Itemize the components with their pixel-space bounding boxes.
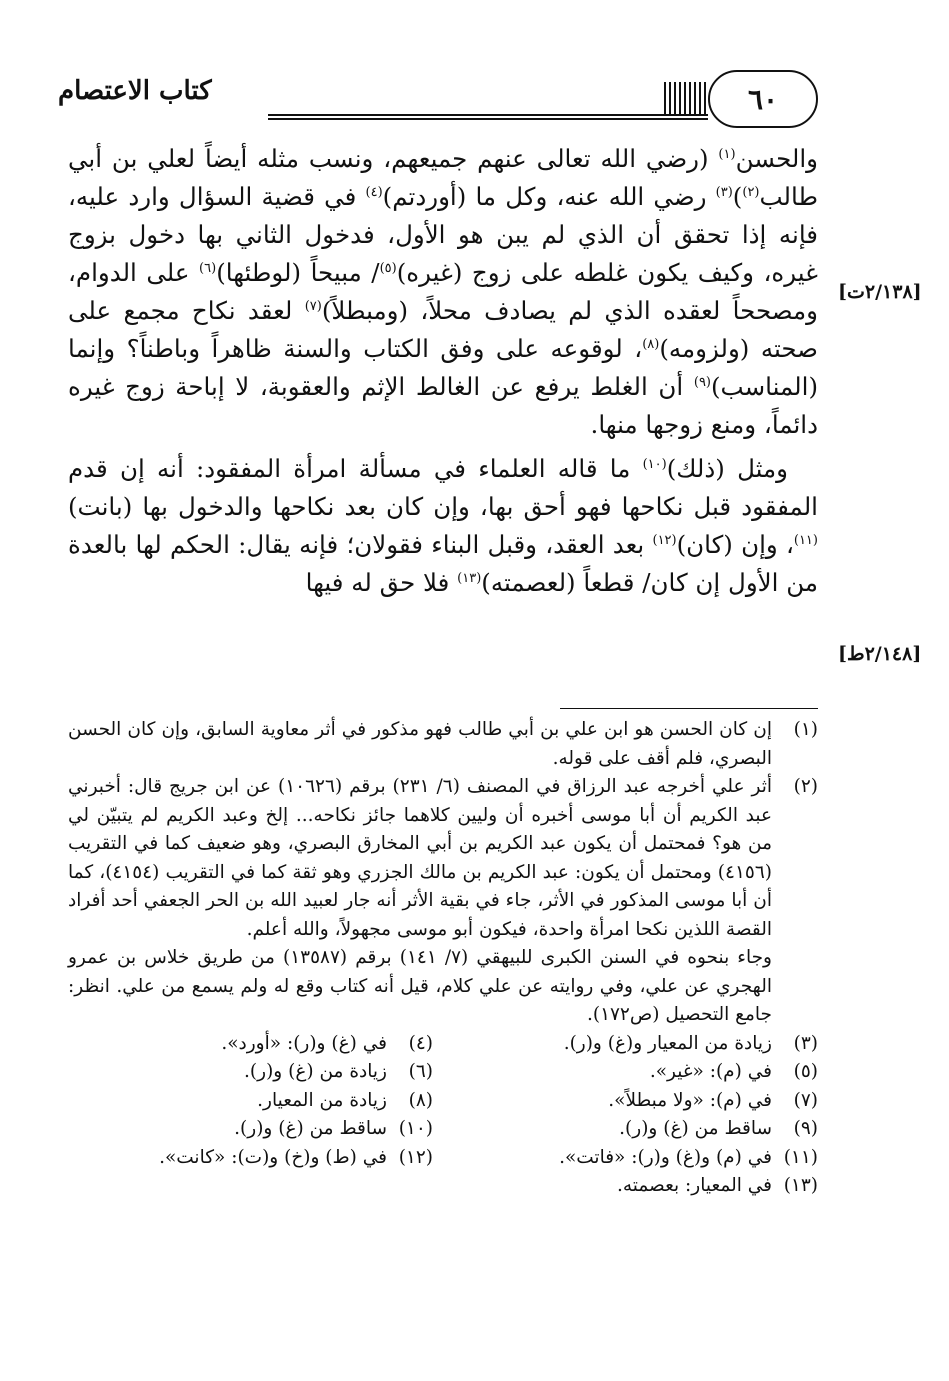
book-title: كتاب الاعتصام [58, 76, 212, 106]
footnote-13 [68, 1172, 818, 1201]
margin-note-2: [٢/١٤٨ط] [838, 643, 922, 665]
footnote-4: (٤) في (غ) و(ر): «أورد». [221, 1032, 433, 1054]
footnote-7: (٧) في (م): «ولا مبطلاً». [608, 1089, 818, 1111]
footnote-ref: (٥) [379, 260, 397, 276]
footnote-3: (٣) زيادة من المعيار و(غ) و(ر). [563, 1032, 818, 1054]
footnote-11: (١١) في (م) و(غ) و(ر): «فاتت». [559, 1146, 818, 1168]
footnote-text: إن كان الحسن هو ابن علي بن أبي طالب فهو مذكور في أثر معاوية السابق، وإن كان الحسن البصري، فلم أقف على قوله. [68, 719, 772, 769]
footnote-ref: (٧) [304, 298, 322, 314]
footnote-2 [68, 773, 818, 944]
footnote-1 [68, 716, 818, 773]
footnote-ref: (١) [718, 146, 736, 162]
margin-note-1: [٢/١٣٨ت] [838, 281, 922, 303]
footnote-ref: (١٣) [457, 570, 482, 586]
footnote-5: (٥) في (م): «غير». [649, 1061, 818, 1082]
footnote-ref: (١١) [793, 532, 818, 548]
footnote-separator [560, 708, 818, 709]
footnote-12: (١٢) في (ط) و(خ) و(ت): «كانت». [159, 1146, 433, 1168]
header-ornament [664, 82, 706, 114]
short-footnotes [68, 1030, 818, 1173]
paragraph-1: والحسن$^{(١)}$ (رضي الله تعالى عنهم جميعهم، ونسب مثله أيضاً لعلي بن أبي طالب$^{(٢)}$)$^{(٣)}$ رضي الله عنه، وكل ما (أوردتم)$^{(٤)}$ في قضية السؤال وارد عليه، فإنه إذا تحقق أن الذي لم يبن هو الأول، فدخول الثاني بها دخول بزوج غيره، وكيف يكون غلطه على زوج (غيره)$^{(٥)}$/ مبيحاً (لوطئها)$^{(٦)}$ على الدوام، ومصححاً لعقده الذي لم يصادف محلاً، (ومبطلاً)$^{(٧)}$ لعقد نكاح مجمع على صحته (ولزومه)$^{(٨)}$، لوقوعه على وفق الكتاب والسنة ظاهراً وباطناً؟ وإنما (المناسب)$^{(٩)}$ أن الغلط يرفع عن الغالط الإثم والعقوبة، لا إباحة زوج غيره دائماً، ومنع زوجها منها. [68, 144, 818, 439]
footnote-9: (٩) ساقط من (غ) و(ر). [619, 1118, 818, 1139]
footnote-10: (١٠) ساقط من (غ) و(ر). [234, 1118, 433, 1139]
footnote-2-continuation: وجاء بنحوه في السنن الكبرى للبيهقي (٧/ ١٤١) برقم (١٣٥٨٧) من طريق خلاس بن عمرو الهجري عن علي، وفي روايته عن علي كلام، قيل أنه كتاب وقع له ولم يسمع من علي. انظر: جامع التحصيل (ص١٧٢). [68, 947, 772, 1025]
footnote-ref: (٩) [693, 374, 711, 390]
footnote-ref: (٣) [715, 184, 733, 200]
footnote-text: في المعيار: بعصمته. [616, 1175, 772, 1196]
footnote-ref: (٨) [642, 336, 660, 352]
footnote-ref: (٦) [199, 260, 217, 276]
footnote-ref: (٤) [365, 184, 383, 200]
footnote-ref: (٢) [742, 184, 760, 200]
page-number: ٦٠ [708, 70, 818, 128]
footnote-8: (٨) زيادة من المعيار. [257, 1089, 433, 1111]
footnote-text: أثر علي أخرجه عبد الرزاق في المصنف (٦/ ٢٣١) برقم (١٠٦٢٦) عن ابن جريج قال: أخبرني عبد الكريم أن أبا موسى أخبره أن وليين كلاهما جائز نكاحه... إلخ وعبد الكريم لم يتبيّن لي من هو؟ فمحتمل أن يكون عبد الكريم بن أبي المخارق البصري، وهو ضعيف كما في التقريب (٤١٥٦) ومحتمل أن يكون: عبد الكريم بن مالك الجزري وهو ثقة كما في التقريب (٤١٥٤)، كما أن أبا موسى المذكور في الأثر، جاء في بقية الأثر أنه جار لعبيد الله بن الحر الجعفي أحد أفراد القصة اللذين نكحا امرأة واحدة، فيكون أبو موسى مجهولاً، والله أعلم. [68, 776, 773, 940]
paragraph-2: ومثل (ذلك)$^{(١٠)}$ ما قاله العلماء في مسألة امرأة المفقود: أنه إن قدم المفقود قبل نكاحها فهو أحق بها، وإن كان بعد نكاحها والدخول بها (بانت)$^{(١١)}$، وإن (كان)$^{(١٢)}$ بعد العقد، وقبل البناء فقولان؛ فإنه يقال: الحكم لها بالعدة من الأول إن كان/ قطعاً (لعصمته)$^{(١٣)}$ فلا حق له فيها [68, 454, 818, 597]
header-rule [268, 114, 708, 120]
footnote-number: (١) [793, 719, 818, 740]
page-header [58, 70, 818, 130]
footnote-ref: (١٠) [642, 456, 667, 472]
footnote-6: (٦) زيادة من (غ) و(ر). [244, 1061, 433, 1082]
footnote-ref: (١٢) [652, 532, 677, 548]
footnote-number: (١٣) [783, 1175, 818, 1196]
main-text [68, 140, 818, 608]
footnote-number: (٢) [793, 776, 818, 797]
footnotes [68, 716, 818, 1201]
